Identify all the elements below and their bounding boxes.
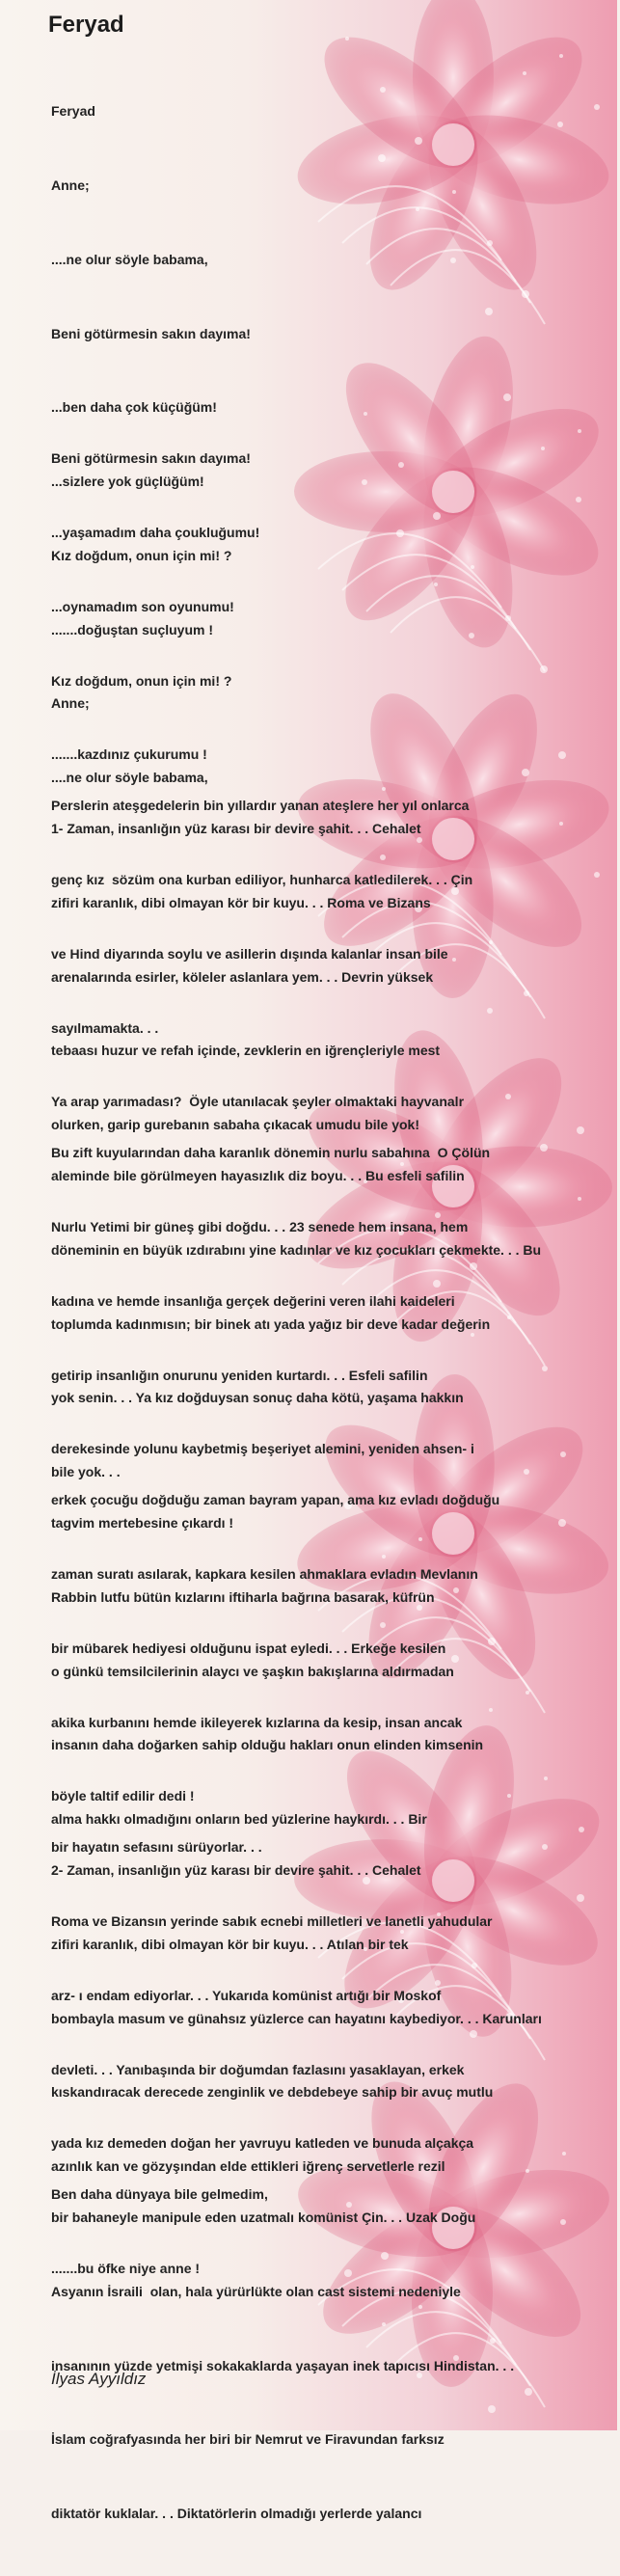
- poem-line: Ben daha dünyaya bile gelmedim,: [51, 2186, 268, 2203]
- poem-line: devleti. . . Yanıbaşında bir doğumdan fazlasını yasaklayan, erkek: [51, 2061, 465, 2077]
- poem-line: derekesinde yolunu kaybetmiş beşeriyet alemini, yeniden ahsen- i: [51, 1441, 474, 1457]
- poem-line: Beni götürmesin sakın dayıma!: [51, 450, 251, 467]
- poem-line: Roma ve Bizansın yerinde sabık ecnebi milletleri ve lanetli yahudular: [51, 1912, 493, 1929]
- poem-line: .......kazdınız çukurumu !: [51, 746, 207, 763]
- poem-line: İslam coğrafyasında her biri bir Nemrut ve Firavundan farksız: [51, 2431, 445, 2448]
- poem-line: yok senin. . . Ya kız doğduysan sonuç daha kötü, yaşama hakkın: [51, 1390, 464, 1406]
- poem-line: olurken, garip gurebanın sabaha çıkacak umudu bile yok!: [51, 1117, 419, 1133]
- poem-line: kıskandıracak derecede zenginlik ve debdebeye sahip bir avuç mutlu: [51, 2084, 494, 2101]
- poem-line: sayılmamakta. . .: [51, 1019, 159, 1036]
- poem-line: ...yaşamadım daha çoukluğumu!: [51, 524, 260, 540]
- poem-line: Bu zift kuyularından daha karanlık dönemin nurlu sabahına O Çölün: [51, 1145, 491, 1161]
- poem-line: azınlık kan ve gözyşından elde ettikleri iğrenç servetlerle rezil: [51, 2158, 445, 2175]
- poem-line: Nurlu Yetimi bir güneş gibi doğdu. . . 23 senede hem insana, hem: [51, 1218, 469, 1234]
- poem-line: Kız doğdum, onun için mi! ?: [51, 672, 232, 689]
- poem-line: insanın daha doğarken sahip olduğu hakları onun elinden kimsenin: [51, 1737, 484, 1753]
- poem-line: akika kurbanını hemde ikileyerek kızlarına da kesip, insan ancak: [51, 1714, 463, 1730]
- poem-line: .......bu öfke niye anne !: [51, 2260, 201, 2276]
- poem-line: aleminde bile görülmeyen hayasızlık diz boyu. . . Bu esfeli safilin: [51, 1168, 465, 1184]
- poem-line: zifiri karanlık, dibi olmayan kör bir kuyu. . . Roma ve Bizans: [51, 894, 431, 910]
- poem-line: .......doğuştan suçluyum !: [51, 621, 214, 637]
- poem-line: bir mübarek hediyesi olduğunu ispat eyledi. . . Erkeğe kesilen: [51, 1640, 446, 1656]
- poem-line: tebaası huzur ve refah içinde, zevklerin en iğrençleriyle mest: [51, 1043, 441, 1059]
- poem-line: 1- Zaman, insanlığın yüz karası bir devire şahit. . . Cehalet: [51, 821, 421, 837]
- poem-line: diktatör kuklalar. . . Diktatörlerin olmadığı yerlerde yalancı: [51, 2506, 422, 2522]
- poem-line: insanının yüzde yetmişi sokakaklarda yaşayan inek tapıcısı Hindistan. . .: [51, 2357, 515, 2373]
- poem-line: Kız doğdum, onun için mi! ?: [51, 547, 232, 563]
- poem-line: bir bahaneyle manipule eden uzatmalı komünist Çin. . . Uzak Doğu: [51, 2210, 476, 2226]
- poem-line: bombayla masum ve günahsız yüzlerce can hayatını kaybediyor. . . Karunları: [51, 2010, 542, 2026]
- poem-line: Feryad: [51, 103, 95, 120]
- poem-line: ...oynamadım son oyunumu!: [51, 598, 234, 614]
- poem-author: İlyas Ayyıldız: [51, 2370, 147, 2388]
- poem-line: Anne;: [51, 695, 90, 712]
- poem-line: erkek çocuğu doğduğu zaman bayram yapan, ama kız evladı doğduğu: [51, 1492, 500, 1508]
- poem-line: ....ne olur söyle babama,: [51, 251, 208, 267]
- stanza-7: [51, 2133, 620, 2331]
- poem-line: ve Hind diyarında soylu ve asillerin dışında kalanlar insan bile: [51, 945, 448, 962]
- poem-line: kadına ve hemde insanlığa gerçek değerini veren ilahi kaideleri: [51, 1292, 455, 1309]
- poem-line: yada kız demeden doğan her yavruyu katleden ve bunuda alçakça: [51, 2135, 474, 2152]
- poem-line: bile yok. . .: [51, 1464, 121, 1480]
- poem-line: Asyanın İsraili olan, hala yürürlükte olan cast sistemi nedeniyle: [51, 2283, 461, 2299]
- poem-line: alma hakkı olmadığını onların bed yüzlerine haykırdı. . . Bir: [51, 1811, 427, 1828]
- poem-line: o günkü temsilcilerinin alaycı ve şaşkın bakışlarına aldırmadan: [51, 1663, 454, 1679]
- poem-line: zifiri karanlık, dibi olmayan kör bir kuyu. . . Atılan bir tek: [51, 1936, 409, 1952]
- poem-line: getirip insanlığın onurunu yeniden kurtardı. . . Esfeli safilin: [51, 1367, 428, 1383]
- poem-line: Beni götürmesin sakın dayıma!: [51, 325, 251, 341]
- poem-line: toplumda kadınmısın; bir binek atı yada yağız bir deve kadar değerin: [51, 1315, 491, 1332]
- poem-line: zaman suratı asılarak, kapkara kesilen ahmaklara evladın Mevlanın: [51, 1565, 478, 1582]
- poem-line: ...ben daha çok küçüğüm!: [51, 399, 217, 416]
- sparkle-dot: [345, 37, 349, 41]
- page-title: Feryad: [48, 12, 124, 38]
- poem-line: Anne;: [51, 176, 90, 193]
- poem-line: genç kız sözüm ona kurban ediliyor, hunharca katledilerek. . . Çin: [51, 871, 473, 887]
- poem-line: bir hayatın sefasını sürüyorlar. . .: [51, 1839, 262, 1856]
- poem-line: ...sizlere yok güçlüğüm!: [51, 474, 204, 490]
- poem-line: Rabbin lutfu bütün kızlarını iftiharla bağrına basarak, küfrün: [51, 1588, 435, 1605]
- poem-line: arz- ı endam ediyorlar. . . Yukarıda komünist artığı bir Moskof: [51, 1987, 442, 2003]
- poem-line: ....ne olur söyle babama,: [51, 770, 208, 786]
- poem-line: böyle taltif edilir dedi !: [51, 1788, 195, 1804]
- poem-line: Ya arap yarımadası? Öyle utanılacak şeyler olmaktaki hayvanalr: [51, 1094, 465, 1110]
- poem-line: Perslerin ateşgedelerin bin yıllardır yanan ateşlere her yıl onlarca: [51, 798, 470, 814]
- poem-line: döneminin en büyük ızdırabını yine kadınlar ve kız çocukları çekmekte. . . Bu: [51, 1241, 542, 1258]
- poem-line: arenalarında esirler, köleler aslanlara yem. . . Devrin yüksek: [51, 968, 434, 985]
- poem-line: 2- Zaman, insanlığın yüz karası bir devire şahit. . . Cehalet: [51, 1862, 421, 1879]
- poem-line: tagvim mertebesine çıkardı !: [51, 1515, 234, 1532]
